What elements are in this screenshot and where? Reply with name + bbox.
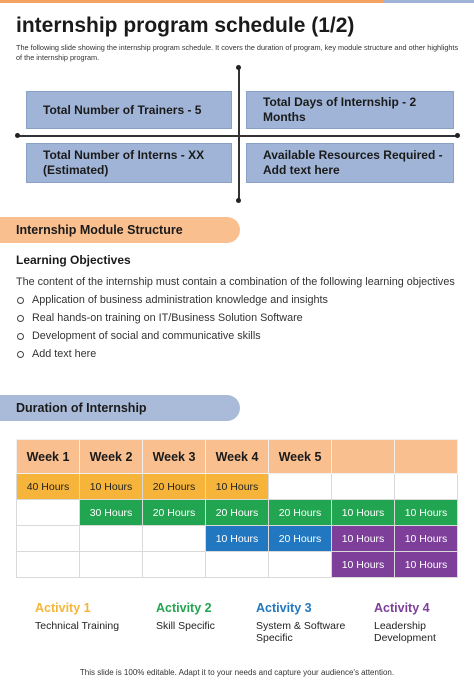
learning-objectives-intro: The content of the internship must contain a combination of the following learning objectives <box>16 276 455 288</box>
hours-cell: 20 Hours <box>206 500 269 526</box>
table-row <box>17 526 458 552</box>
highlight-box-trainers: Total Number of Trainers - 5 <box>26 91 232 129</box>
highlight-box-days: Total Days of Internship - 2 Months <box>246 91 454 129</box>
hours-cell: 10 Hours <box>395 526 458 552</box>
list-item <box>16 312 328 330</box>
hours-cell: 10 Hours <box>332 526 395 552</box>
top-accent-bar-orange <box>0 0 384 3</box>
activity-legend-4 <box>374 601 454 644</box>
objective-text: Add text here <box>32 348 97 360</box>
activity-legend-1 <box>35 601 145 632</box>
activity-title: Activity 4 <box>374 601 430 615</box>
highlight-box-resources: Available Resources Required - Add text here <box>246 143 454 183</box>
circle-bullet-icon <box>17 315 24 322</box>
hours-cell: 10 Hours <box>80 474 143 500</box>
table-row <box>17 500 458 526</box>
activity-description: System & Software Specific <box>256 620 346 644</box>
hours-cell: 10 Hours <box>206 526 269 552</box>
hours-cell: 40 Hours <box>17 474 80 500</box>
learning-objectives-heading: Learning Objectives <box>16 253 131 267</box>
circle-bullet-icon <box>17 351 24 358</box>
hours-cell <box>269 552 332 578</box>
week-header-row <box>17 440 458 474</box>
quadrant-vertical-axis <box>238 68 240 200</box>
activity-description: Skill Specific <box>156 620 215 632</box>
week-header-cell: Week 1 <box>17 440 80 474</box>
duration-table <box>16 439 458 578</box>
axis-dot-right <box>455 133 460 138</box>
activity-title: Activity 1 <box>35 601 91 615</box>
activity-title: Activity 3 <box>256 601 312 615</box>
module-structure-banner: Internship Module Structure <box>0 217 240 243</box>
week-header-cell: Week 3 <box>143 440 206 474</box>
activity-description: Leadership Development <box>374 620 436 644</box>
axis-dot-top <box>236 65 241 70</box>
table-row <box>17 474 458 500</box>
activity-description: Technical Training <box>35 620 120 632</box>
hours-cell <box>80 552 143 578</box>
week-header-cell: Week 2 <box>80 440 143 474</box>
hours-cell: 20 Hours <box>269 526 332 552</box>
hours-cell <box>143 552 206 578</box>
objective-text: Application of business administration knowledge and insights <box>32 294 328 306</box>
activity-title: Activity 2 <box>156 601 212 615</box>
hours-cell: 10 Hours <box>332 552 395 578</box>
page-subtitle: The following slide showing the internship program schedule. It covers the duration of program, key module structure and other highlights of the internship program. <box>16 43 459 62</box>
hours-cell: 10 Hours <box>395 500 458 526</box>
circle-bullet-icon <box>17 333 24 340</box>
list-item <box>16 294 328 312</box>
hours-cell <box>80 526 143 552</box>
quadrant-horizontal-axis <box>18 135 458 137</box>
week-header-cell: Week 5 <box>269 440 332 474</box>
hours-cell: 10 Hours <box>206 474 269 500</box>
hours-cell <box>143 526 206 552</box>
hours-cell <box>332 474 395 500</box>
hours-cell: 10 Hours <box>395 552 458 578</box>
table-row <box>17 552 458 578</box>
hours-cell <box>17 526 80 552</box>
axis-dot-bottom <box>236 198 241 203</box>
hours-cell <box>17 552 80 578</box>
top-accent-bar-blue <box>384 0 474 3</box>
hours-cell: 20 Hours <box>269 500 332 526</box>
hours-cell: 10 Hours <box>332 500 395 526</box>
highlight-box-interns: Total Number of Interns - XX (Estimated) <box>26 143 232 183</box>
week-header-cell <box>395 440 458 474</box>
activity-legend-2 <box>156 601 266 632</box>
objectives-list <box>16 294 328 366</box>
hours-cell <box>17 500 80 526</box>
hours-cell: 20 Hours <box>143 474 206 500</box>
footer-note: This slide is 100% editable. Adapt it to your needs and capture your audience's attention. <box>79 668 395 677</box>
page-title: internship program schedule (1/2) <box>16 14 355 37</box>
objective-text: Development of social and communicative skills <box>32 330 261 342</box>
hours-cell: 20 Hours <box>143 500 206 526</box>
axis-dot-left <box>15 133 20 138</box>
objective-text: Real hands-on training on IT/Business Solution Software <box>32 312 303 324</box>
list-item <box>16 348 328 366</box>
list-item <box>16 330 328 348</box>
activity-legend-3 <box>256 601 351 644</box>
hours-cell: 30 Hours <box>80 500 143 526</box>
hours-cell <box>206 552 269 578</box>
hours-cell <box>269 474 332 500</box>
week-header-cell <box>332 440 395 474</box>
circle-bullet-icon <box>17 297 24 304</box>
hours-cell <box>395 474 458 500</box>
duration-banner: Duration of Internship <box>0 395 240 421</box>
week-header-cell: Week 4 <box>206 440 269 474</box>
